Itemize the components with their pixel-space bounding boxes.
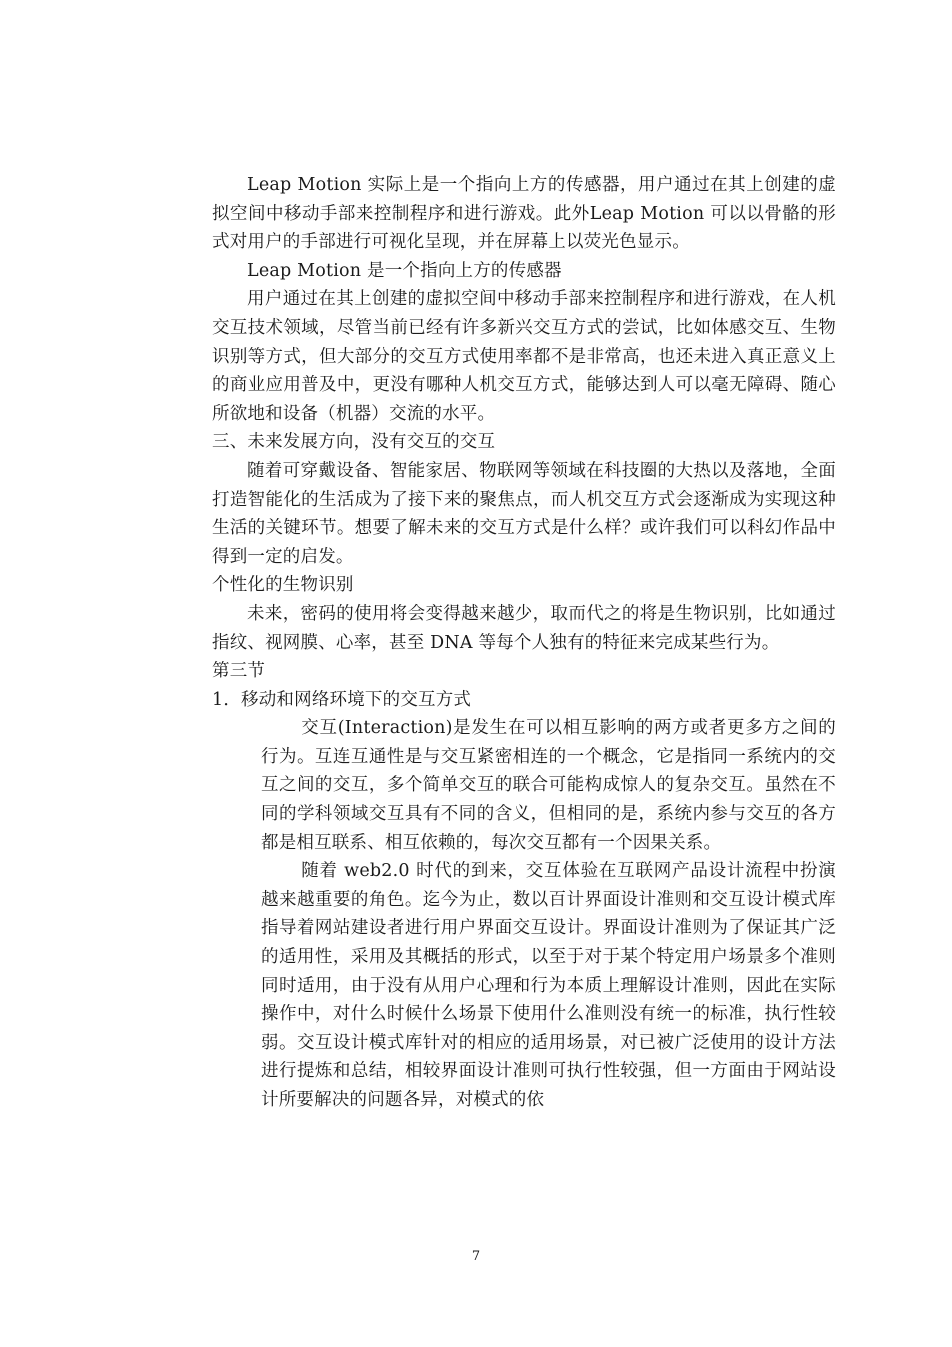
paragraph-leap-motion-intro: Leap Motion 实际上是一个指向上方的传感器，用户通过在其上创建的虚拟空间中移动手部来控制程序和进行游戏。此外Leap Motion 可以以骨骼的形式对用户的手部进行可视化呈现，并在屏幕上以荧光色显示。 bbox=[212, 175, 836, 253]
paragraph-interaction-status: 用户通过在其上创建的虚拟空间中移动手部来控制程序和进行游戏，在人机交互技术领域，尽管当前已经有许多新兴交互方式的尝试，比如体感交互、生物识别等方式，但大部分的交互方式使用率都不是非常高，也还未进入真正意义上的商业应用普及中，更没有哪种人机交互方式，能够达到人可以毫无障碍、随心所欲地和设备（机器）交流的水平。 bbox=[212, 289, 836, 424]
paragraph-interaction-definition: 交互(Interaction)是发生在可以相互影响的两方或者更多方之间的行为。互连互通性是与交互紧密相连的一个概念，它是指同一系统内的交互之间的交互，多个简单交互的联合可能构成惊人的复杂交互。虽然在不同的学科领域交互具有不同的含义，但相同的是，系统内参与交互的各方都是相互联系、相互依赖的，每次交互都有一个因果关系。 bbox=[261, 718, 836, 853]
page-number: 7 bbox=[471, 1249, 481, 1264]
document-body bbox=[212, 171, 836, 1115]
indented-block bbox=[261, 714, 836, 1114]
paragraph-biometrics: 未来，密码的使用将会变得越来越少，取而代之的将是生物识别，比如通过指纹、视网膜、心率，甚至 DNA 等每个人独有的特征来完成某些行为。 bbox=[212, 603, 836, 653]
heading-future-direction: 三、未来发展方向，没有交互的交互 bbox=[212, 432, 496, 453]
heading-section-three: 第三节 bbox=[212, 661, 266, 682]
paragraph-web20-design: 随着 web2.0 时代的到来，交互体验在互联网产品设计流程中扮演越来越重要的角色。迄今为止，数以百计界面设计准则和交互设计模式库指导着网站建设者进行用户界面交互设计。界面设计准则为了保证其广泛的适用性，采用及其概括的形式，以至于对于某个特定用户场景多个准则同时适用，由于没有从用户心理和行为本质上理解设计准则，因此在实际操作中，对什么时候什么场景下使用什么准则没有统一的标准，执行性较弱。交互设计模式库针对的相应的适用场景，对已被广泛使用的设计方法进行提炼和总结，相较界面设计准则可执行性较强，但一方面由于网站设计所要解决的问题各异，对模式的依 bbox=[261, 861, 836, 1110]
paragraph-leap-motion-short: Leap Motion 是一个指向上方的传感器 bbox=[247, 260, 562, 281]
heading-biometrics: 个性化的生物识别 bbox=[212, 575, 354, 596]
paragraph-smart-life: 随着可穿戴设备、智能家居、物联网等领域在科技圈的大热以及落地，全面打造智能化的生活成为了接下来的聚焦点，而人机交互方式会逐渐成为实现这种生活的关键环节。想要了解未来的交互方式是什么样？或许我们可以科幻作品中得到一定的启发。 bbox=[212, 460, 836, 567]
heading-mobile-network-interaction: 1．移动和网络环境下的交互方式 bbox=[212, 689, 472, 710]
